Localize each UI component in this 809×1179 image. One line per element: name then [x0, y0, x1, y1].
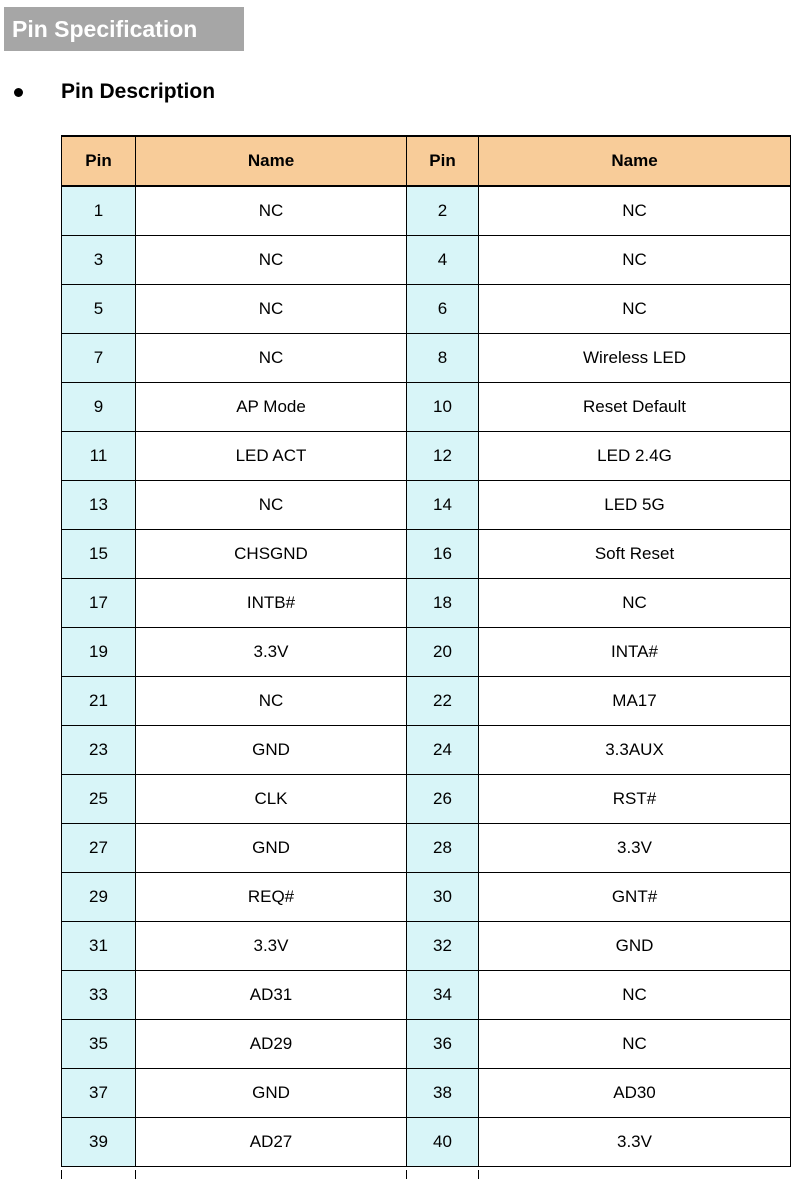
- table-row: [62, 334, 791, 383]
- pin-name-left: CHSGND: [136, 530, 407, 579]
- pin-name-left: AD27: [136, 1118, 407, 1167]
- pin-name-right: NC: [479, 285, 791, 334]
- table-row: [62, 285, 791, 334]
- pin-number-left: 15: [62, 530, 136, 579]
- pin-name-right: RST#: [479, 775, 791, 824]
- table-row: [62, 628, 791, 677]
- pin-number-left: 25: [62, 775, 136, 824]
- pin-number-right: 40: [407, 1118, 479, 1167]
- section-title: Pin Specification: [4, 7, 244, 51]
- pin-number-left: 35: [62, 1020, 136, 1069]
- pin-number-right: 34: [407, 971, 479, 1020]
- pin-name-right: Soft Reset: [479, 530, 791, 579]
- pin-number-right: 30: [407, 873, 479, 922]
- table-row: [62, 236, 791, 285]
- pin-name-right: NC: [479, 971, 791, 1020]
- table-row: [62, 873, 791, 922]
- table-row: [62, 432, 791, 481]
- pin-number-left: 5: [62, 285, 136, 334]
- header-name-left: Name: [136, 136, 407, 186]
- pin-name-left: NC: [136, 285, 407, 334]
- pin-number-left: 29: [62, 873, 136, 922]
- pin-number-right: 32: [407, 922, 479, 971]
- pin-number-right: 10: [407, 383, 479, 432]
- pin-name-right: INTA#: [479, 628, 791, 677]
- pin-name-left: INTB#: [136, 579, 407, 628]
- subsection-heading: [14, 76, 215, 108]
- header-name-right: Name: [479, 136, 791, 186]
- pin-name-right: NC: [479, 579, 791, 628]
- table-row: [62, 922, 791, 971]
- pin-name-left: 3.3V: [136, 628, 407, 677]
- subsection-title: Pin Description: [61, 80, 216, 103]
- header-pin-right: Pin: [407, 136, 479, 186]
- table-continuation: [61, 1170, 790, 1179]
- pin-name-left: NC: [136, 334, 407, 383]
- table-row: [62, 186, 791, 236]
- pin-number-right: 26: [407, 775, 479, 824]
- pin-name-right: AD30: [479, 1069, 791, 1118]
- pin-name-left: AP Mode: [136, 383, 407, 432]
- pin-name-left: NC: [136, 236, 407, 285]
- table-row: [62, 1118, 791, 1167]
- pin-number-right: 24: [407, 726, 479, 775]
- pin-name-right: LED 2.4G: [479, 432, 791, 481]
- pin-number-right: 36: [407, 1020, 479, 1069]
- pin-number-right: 4: [407, 236, 479, 285]
- pin-number-left: 33: [62, 971, 136, 1020]
- pin-name-left: NC: [136, 677, 407, 726]
- pin-name-right: MA17: [479, 677, 791, 726]
- pin-number-left: 37: [62, 1069, 136, 1118]
- pin-number-left: 7: [62, 334, 136, 383]
- pin-name-right: NC: [479, 1020, 791, 1069]
- pin-name-right: LED 5G: [479, 481, 791, 530]
- pin-number-left: 19: [62, 628, 136, 677]
- pin-number-right: 18: [407, 579, 479, 628]
- table-row: [62, 383, 791, 432]
- pin-number-left: 39: [62, 1118, 136, 1167]
- table-row: [62, 481, 791, 530]
- table-row: [62, 1020, 791, 1069]
- pin-name-left: 3.3V: [136, 922, 407, 971]
- pin-number-right: 22: [407, 677, 479, 726]
- pin-name-right: 3.3V: [479, 1118, 791, 1167]
- table-row: [62, 824, 791, 873]
- pin-name-left: GND: [136, 1069, 407, 1118]
- table-row: [62, 726, 791, 775]
- pin-name-left: NC: [136, 186, 407, 236]
- pin-number-right: 20: [407, 628, 479, 677]
- pin-number-right: 2: [407, 186, 479, 236]
- pin-number-left: 1: [62, 186, 136, 236]
- pin-name-right: 3.3AUX: [479, 726, 791, 775]
- pin-name-left: NC: [136, 481, 407, 530]
- pin-name-right: NC: [479, 236, 791, 285]
- pin-name-left: AD29: [136, 1020, 407, 1069]
- pin-number-left: 9: [62, 383, 136, 432]
- pin-number-left: 23: [62, 726, 136, 775]
- pin-number-right: 6: [407, 285, 479, 334]
- pin-name-left: LED ACT: [136, 432, 407, 481]
- table-row: [62, 1069, 791, 1118]
- table-header-row: [62, 136, 791, 186]
- pin-name-left: CLK: [136, 775, 407, 824]
- pin-name-left: GND: [136, 824, 407, 873]
- pin-name-right: GND: [479, 922, 791, 971]
- pin-number-right: 14: [407, 481, 479, 530]
- pin-name-right: Reset Default: [479, 383, 791, 432]
- pin-number-right: 8: [407, 334, 479, 383]
- table-row: [62, 579, 791, 628]
- pin-number-left: 13: [62, 481, 136, 530]
- header-pin-left: Pin: [62, 136, 136, 186]
- table-row: [62, 677, 791, 726]
- pin-number-left: 3: [62, 236, 136, 285]
- pin-number-left: 17: [62, 579, 136, 628]
- table-row: [62, 971, 791, 1020]
- pin-description-table: [61, 135, 791, 1167]
- table-row: [62, 530, 791, 579]
- pin-number-right: 38: [407, 1069, 479, 1118]
- pin-number-right: 28: [407, 824, 479, 873]
- pin-number-left: 31: [62, 922, 136, 971]
- pin-number-right: 16: [407, 530, 479, 579]
- table-body: [62, 186, 791, 1167]
- pin-number-left: 21: [62, 677, 136, 726]
- pin-name-right: Wireless LED: [479, 334, 791, 383]
- pin-name-right: NC: [479, 186, 791, 236]
- pin-name-right: 3.3V: [479, 824, 791, 873]
- table-header: [62, 136, 791, 186]
- pin-name-right: GNT#: [479, 873, 791, 922]
- pin-number-left: 11: [62, 432, 136, 481]
- pin-number-left: 27: [62, 824, 136, 873]
- pin-name-left: AD31: [136, 971, 407, 1020]
- pin-name-left: REQ#: [136, 873, 407, 922]
- pin-number-right: 12: [407, 432, 479, 481]
- bullet-icon: [14, 88, 23, 97]
- table-row: [62, 775, 791, 824]
- pin-name-left: GND: [136, 726, 407, 775]
